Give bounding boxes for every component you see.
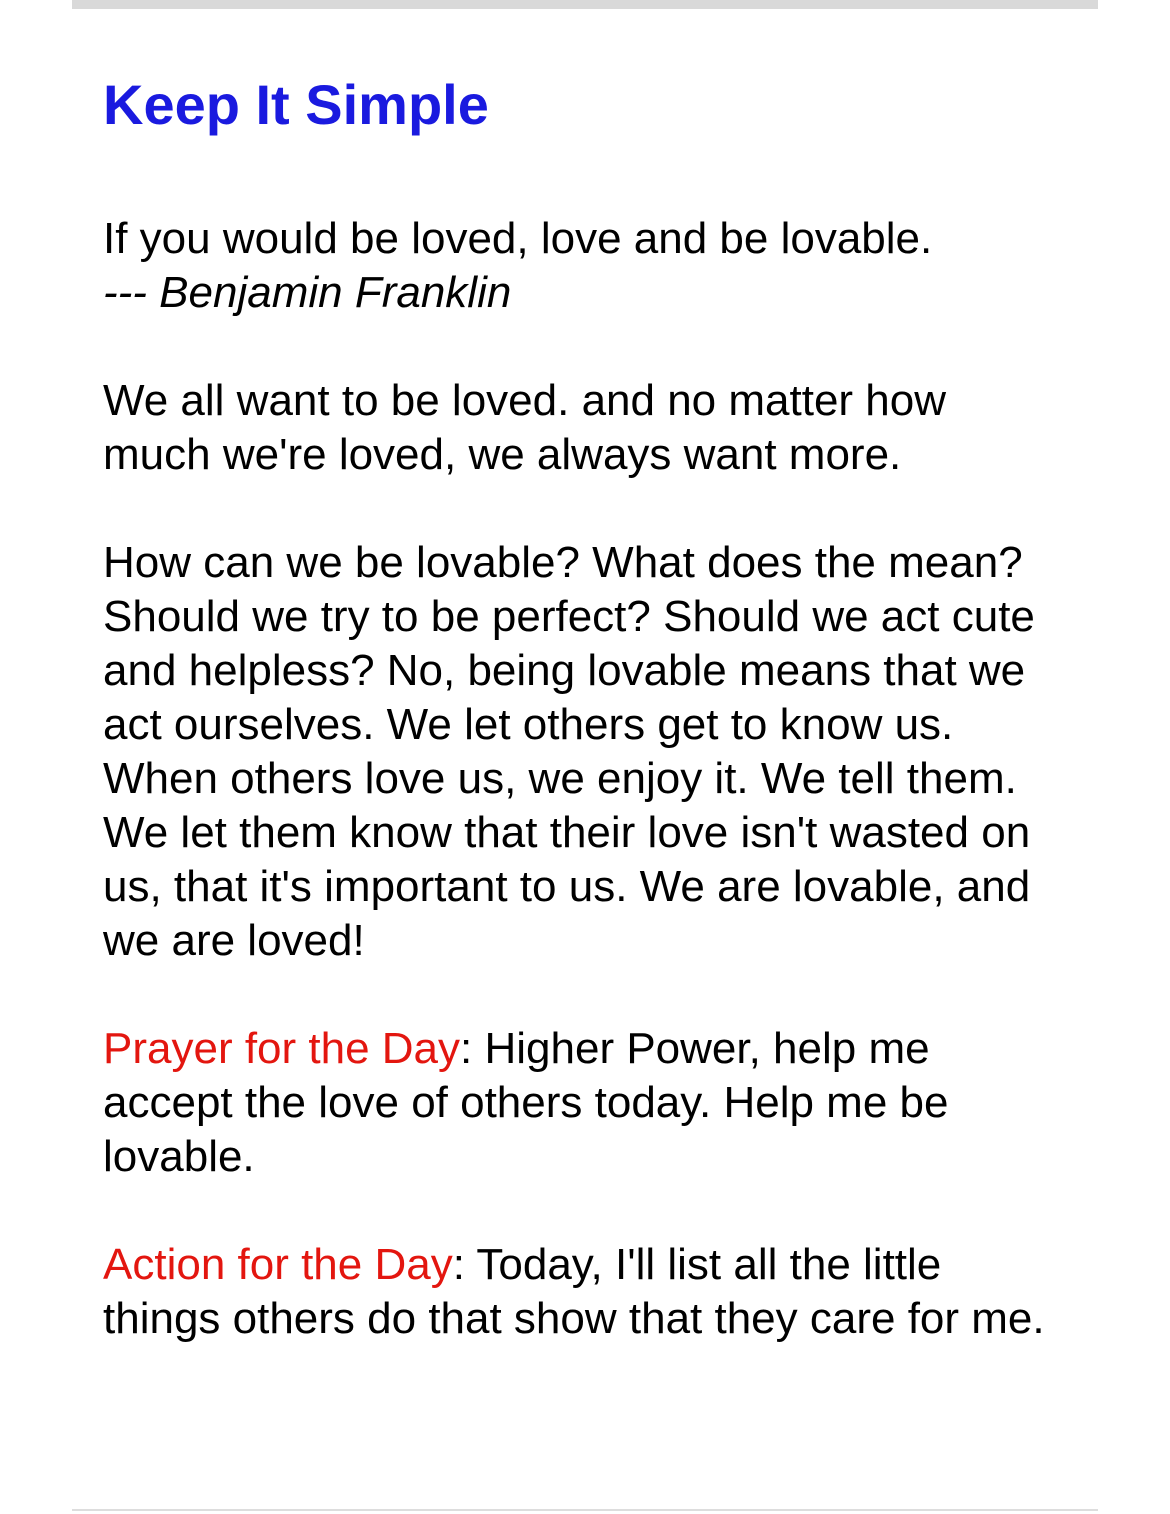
top-divider-bar <box>72 0 1098 9</box>
prayer-text: : Higher Power, help me accept the love of others today. Help me be lovable. <box>103 1024 949 1181</box>
paragraph-1: We all want to be loved. and no matter how much we're loved, we always want more. <box>103 376 947 479</box>
prayer-section <box>103 1022 1063 1184</box>
page-title: Keep It Simple <box>103 73 489 136</box>
quote-text: If you would be loved, love and be lovable. <box>103 214 933 263</box>
prayer-label: Prayer for the Day <box>103 1024 461 1073</box>
action-section <box>103 1238 1063 1346</box>
action-text: : Today, I'll list all the little things others do that show that they care for me. <box>103 1240 1045 1343</box>
quote-block <box>103 212 1063 320</box>
bottom-divider <box>72 1509 1098 1511</box>
paragraph-2: How can we be lovable? What does the mean? Should we try to be perfect? Should we act cute and helpless? No, being lovable means that we act ourselves. We let others get to know us. When others love us, we enjoy it. We tell them. We let them know that their love isn't wasted on us, that it's important to us. We are lovable, and we are loved! <box>103 538 1035 965</box>
quote-author: --- Benjamin Franklin <box>103 268 512 317</box>
article-content <box>103 73 1063 1346</box>
action-label: Action for the Day <box>103 1240 453 1289</box>
